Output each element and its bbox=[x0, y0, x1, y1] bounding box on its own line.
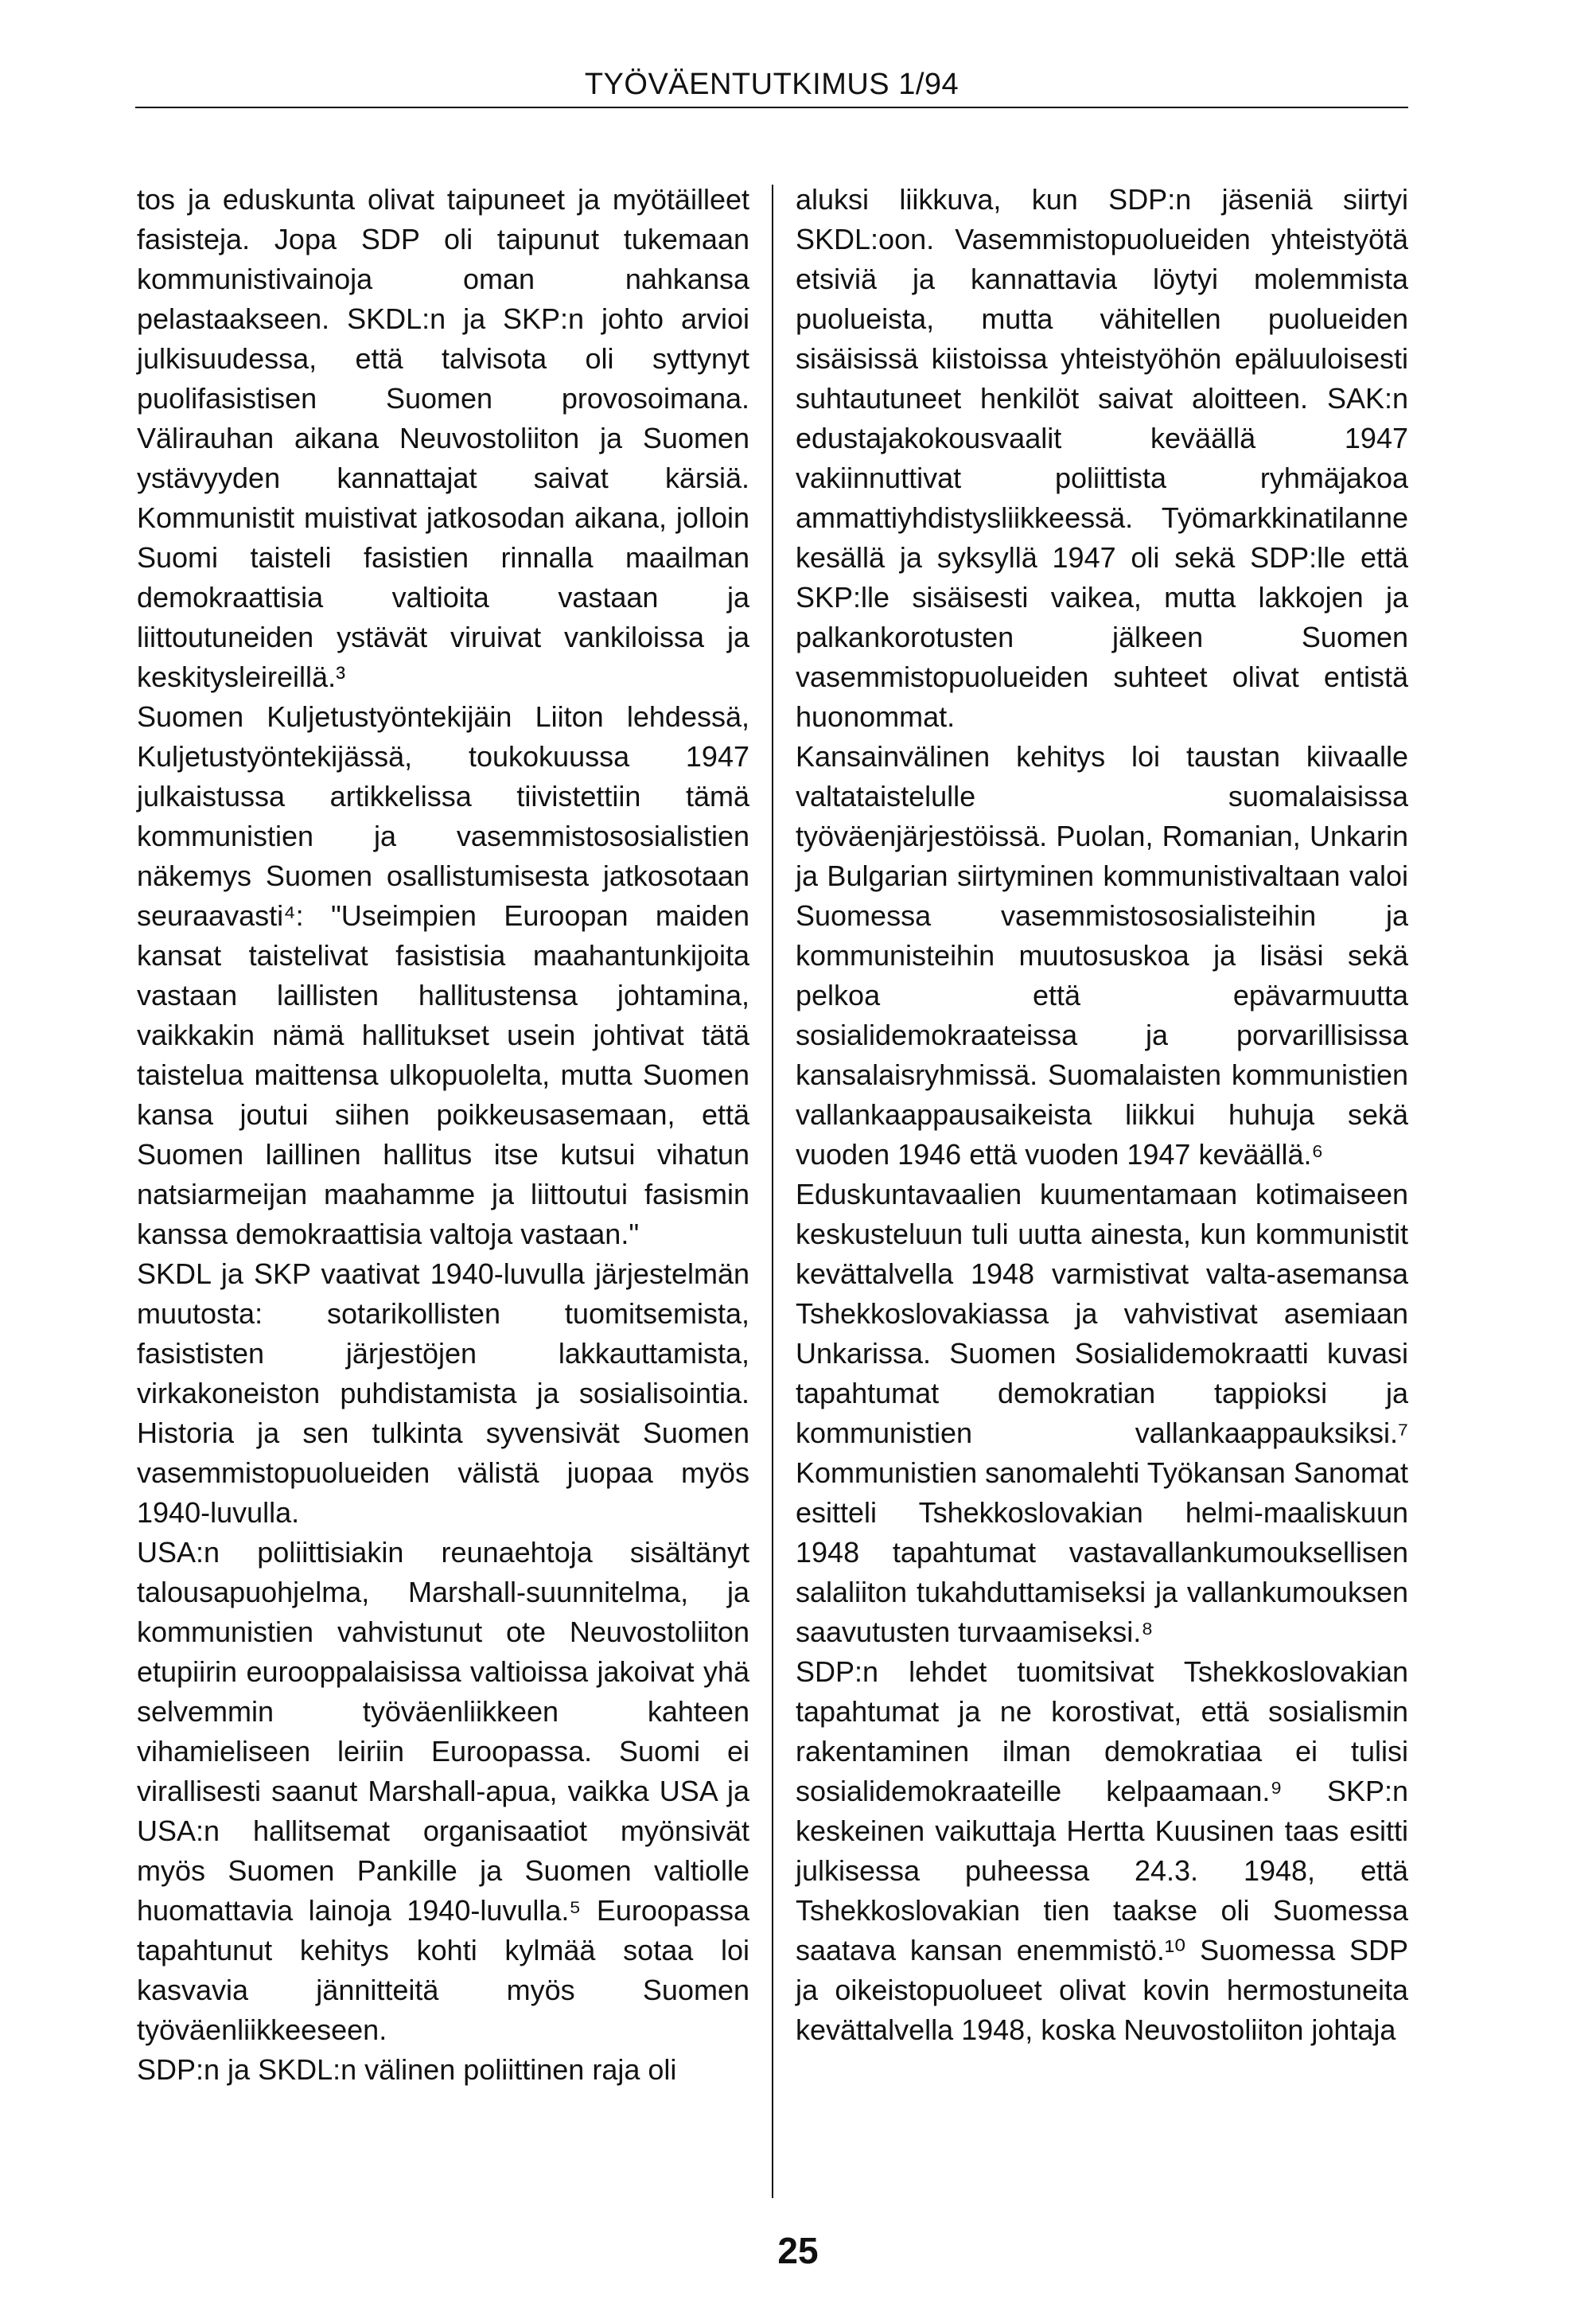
paragraph: aluksi liikkuva, kun SDP:n jäseniä siirtyi SKDL:oon. Vasemmistopuolueiden yhteistyötä etsiviä ja kannattavia löytyi molemmista puolueista, mutta vähitellen puolueiden sisäisissä kiistoissa yhteistyöhön epäluuloisesti suhtautuneet henkilöt saivat aloitteen. SAK:n edustajakokousvaalit keväällä 1947 vakiinnuttivat poliittista ryhmäjakoa ammattiyhdistysliikkeessä. Työmarkkinatilanne kesällä ja syksyllä 1947 oli sekä SDP:lle että SKP:lle sisäisesti vaikea, mutta lakkojen ja palkankorotusten jälkeen Suomen vasemmistopuolueiden suhteet olivat entistä huonommat. bbox=[796, 183, 1408, 733]
column-divider bbox=[772, 185, 773, 2198]
paragraph: Suomen Kuljetustyöntekijäin Liiton lehdessä, Kuljetustyöntekijässä, toukokuussa 1947 julkaistussa artikkelissa tiivistettiin tämä kommunistien ja vasemmistososialistien näkemys Suomen osallistumisesta jatkosotaan seuraavasti⁴: "Useimpien Euroopan maiden kansat taistelivat fasistisia maahantunkijoita vastaan laillisten hallitustensa johtamina, vaikkakin nämä hallitukset usein johtivat tätä taistelua maittensa ulkopuolelta, mutta Suomen kansa joutui siihen poikkeusasemaan, että Suomen laillinen hallitus itse kutsui vihatun natsiarmeijan maahamme ja liittoutui fasismin kanssa demokraattisia valtoja vastaan." bbox=[137, 700, 749, 1250]
page-number: 25 bbox=[777, 2230, 819, 2271]
paragraph: SDP:n ja SKDL:n välinen poliittinen raja oli bbox=[137, 2053, 677, 2086]
paragraph: Kansainvälinen kehitys loi taustan kiivaalle valtataistelulle suomalaisissa työväenjärjestöissä. Puolan, Romanian, Unkarin ja Bulgarian siirtyminen kommunistivaltaan valoi Suomessa vasemmistososialisteihin ja kommunisteihin muutosuskoa ja lisäsi sekä pelkoa että epävarmuutta sosialidemokraateissa ja porvarillisissa kansalaisryhmissä. Suomalaisten kommunistien vallankaappausaikeista liikkui huhuja sekä vuoden 1946 että vuoden 1947 keväällä.⁶ bbox=[796, 740, 1408, 1171]
paragraph: SKDL ja SKP vaativat 1940-luvulla järjestelmän muutosta: sotarikollisten tuomitsemista, fasististen järjestöjen lakkauttamista, virkakoneiston puhdistamista ja sosialisointia. Historia ja sen tulkinta syvensivät Suomen vasemmistopuolueiden välistä juopaa myös 1940-luvulla. bbox=[137, 1257, 749, 1529]
right-column bbox=[796, 180, 1408, 2050]
running-header: TYÖVÄENTUTKIMUS 1/94 bbox=[584, 68, 960, 101]
left-column bbox=[137, 180, 749, 2090]
paragraph: tos ja eduskunta olivat taipuneet ja myötäilleet fasisteja. Jopa SDP oli taipunut tukemaan kommunistivainoja oman nahkansa pelastaakseen. SKDL:n ja SKP:n johto arvioi julkisuudessa, että talvisota oli syttynyt puolifasistisen Suomen provosoimana. Välirauhan aikana Neuvostoliiton ja Suomen ystävyyden kannattajat saivat kärsiä. Kommunistit muistivat jatkosodan aikana, jolloin Suomi taisteli fasistien rinnalla maailman demokraattisia valtioita vastaan ja liittoutuneiden ystävät viruivat vankiloissa ja keskitysleireillä.³ bbox=[137, 183, 749, 693]
paragraph: Eduskuntavaalien kuumentamaan kotimaiseen keskusteluun tuli uutta ainesta, kun kommunistit kevättalvella 1948 varmistivat valta-asemansa Tshekkoslovakiassa ja vahvistivat asemiaan Unkarissa. Suomen Sosialidemokraatti kuvasi tapahtumat demokratian tappioksi ja kommunistien vallankaappauksiksi.⁷ Kommunistien sanomalehti Työkansan Sanomat esitteli Tshekkoslovakian helmi-maaliskuun 1948 tapahtumat vastavallankumouksellisen salaliiton tukahduttamiseksi ja vallankumouksen saavutusten turvaamiseksi.⁸ bbox=[796, 1178, 1408, 1648]
header-rule bbox=[135, 107, 1408, 108]
paragraph: USA:n poliittisiakin reunaehtoja sisältänyt talousapuohjelma, Marshall-suunnitelma, ja kommunistien vahvistunut ote Neuvostoliiton etupiirin eurooppalaisissa valtioissa jakoivat yhä selvemmin työväenliikkeen kahteen vihamieliseen leiriin Euroopassa. Suomi ei virallisesti saanut Marshall-apua, vaikka USA ja USA:n hallitsemat organisaatiot myönsivät myös Suomen Pankille ja Suomen valtiolle huomattavia lainoja 1940-luvulla.⁵ Euroopassa tapahtunut kehitys kohti kylmää sotaa loi kasvavia jännitteitä myös Suomen työväenliikkeeseen. bbox=[137, 1536, 749, 2046]
paragraph: SDP:n lehdet tuomitsivat Tshekkoslovakian tapahtumat ja ne korostivat, että sosialismin rakentaminen ilman demokratiaa ei tulisi sosialidemokraateille kelpaamaan.⁹ SKP:n keskeinen vaikuttaja Hertta Kuusinen taas esitti julkisessa puheessa 24.3. 1948, että Tshekkoslovakian tien taakse oli Suomessa saatava kansan enemmistö.¹⁰ Suomessa SDP ja oikeistopuolueet olivat kovin hermostuneita kevättalvella 1948, koska Neuvostoliiton johtaja bbox=[796, 1655, 1408, 2046]
